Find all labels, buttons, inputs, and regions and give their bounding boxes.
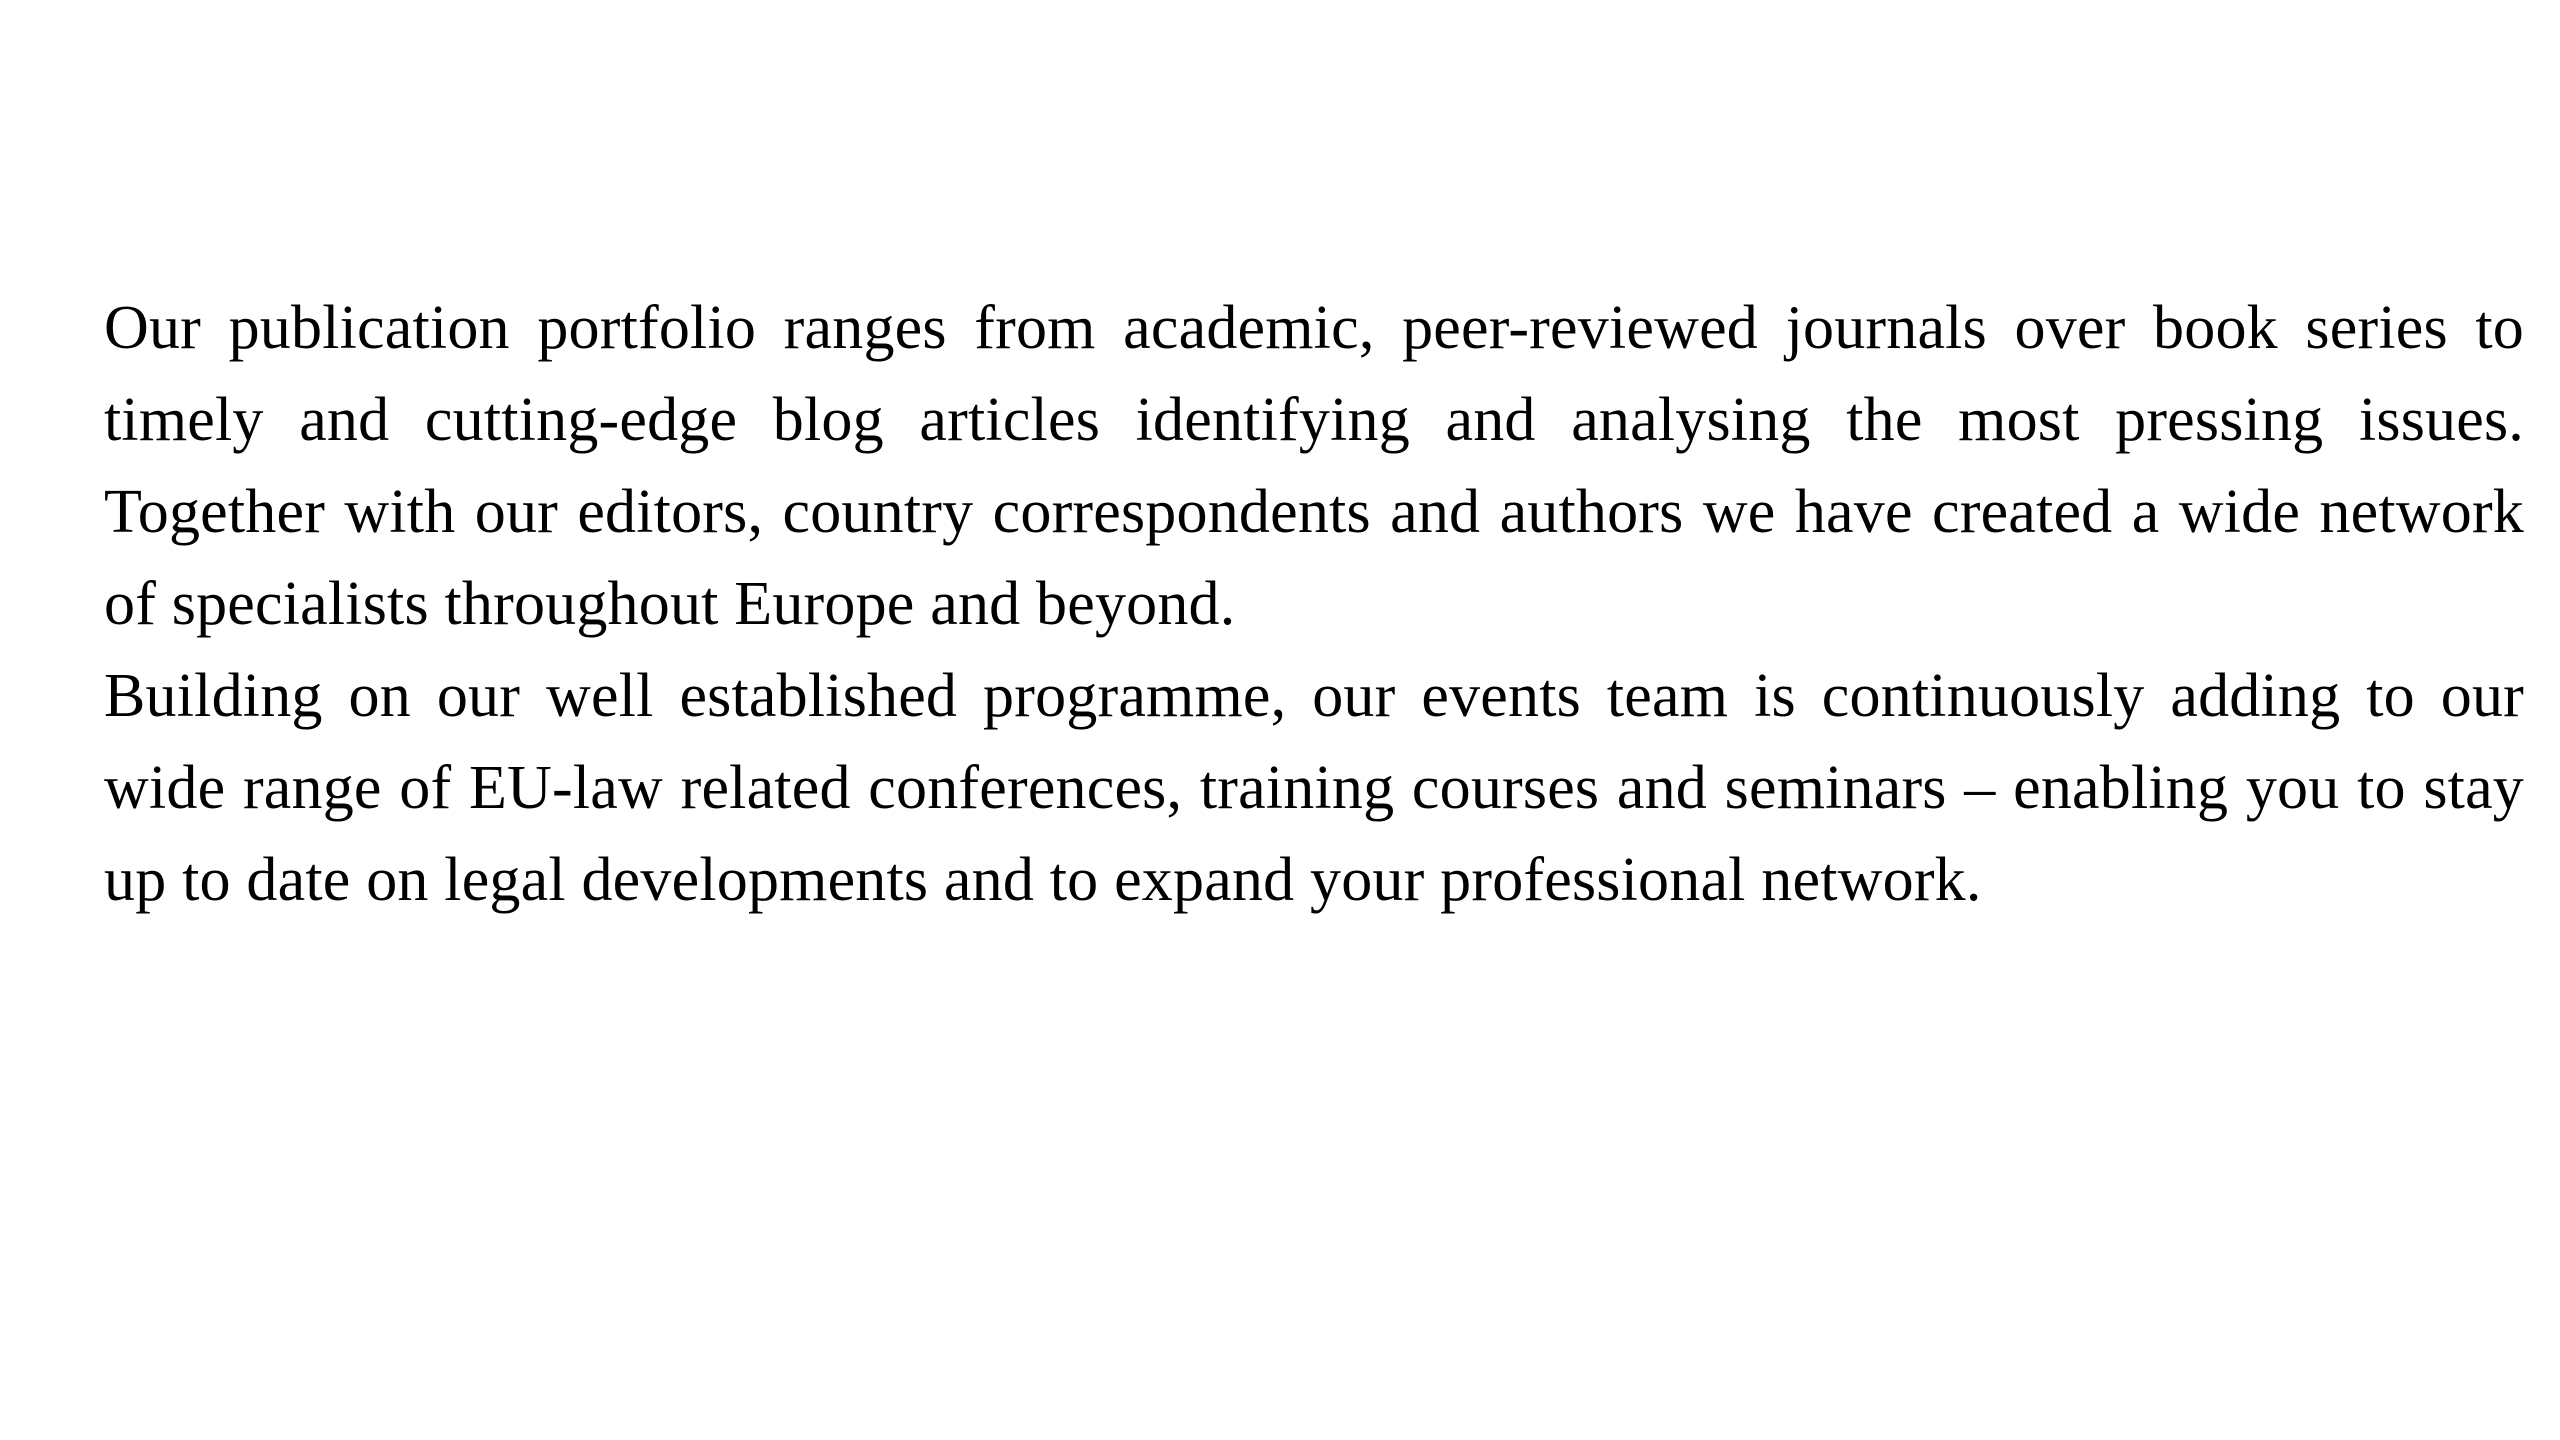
publications-paragraph: Our publication portfolio ranges from academic, peer-reviewed journals over book series to timely and cutting-edge blog articles identifying and analysing the most pressing issues. Together with our editors, country correspondents and authors we have created a wide network of specialists throughout Europe and beyond.	[104, 294, 2524, 638]
events-paragraph: Building on our well established programme, our events team is continuously adding to our wide range of EU-law related conferences, training courses and seminars – enabling you to stay up to date on legal developments and to expand your professional network.	[104, 662, 2524, 914]
text-content-block	[104, 282, 2524, 926]
